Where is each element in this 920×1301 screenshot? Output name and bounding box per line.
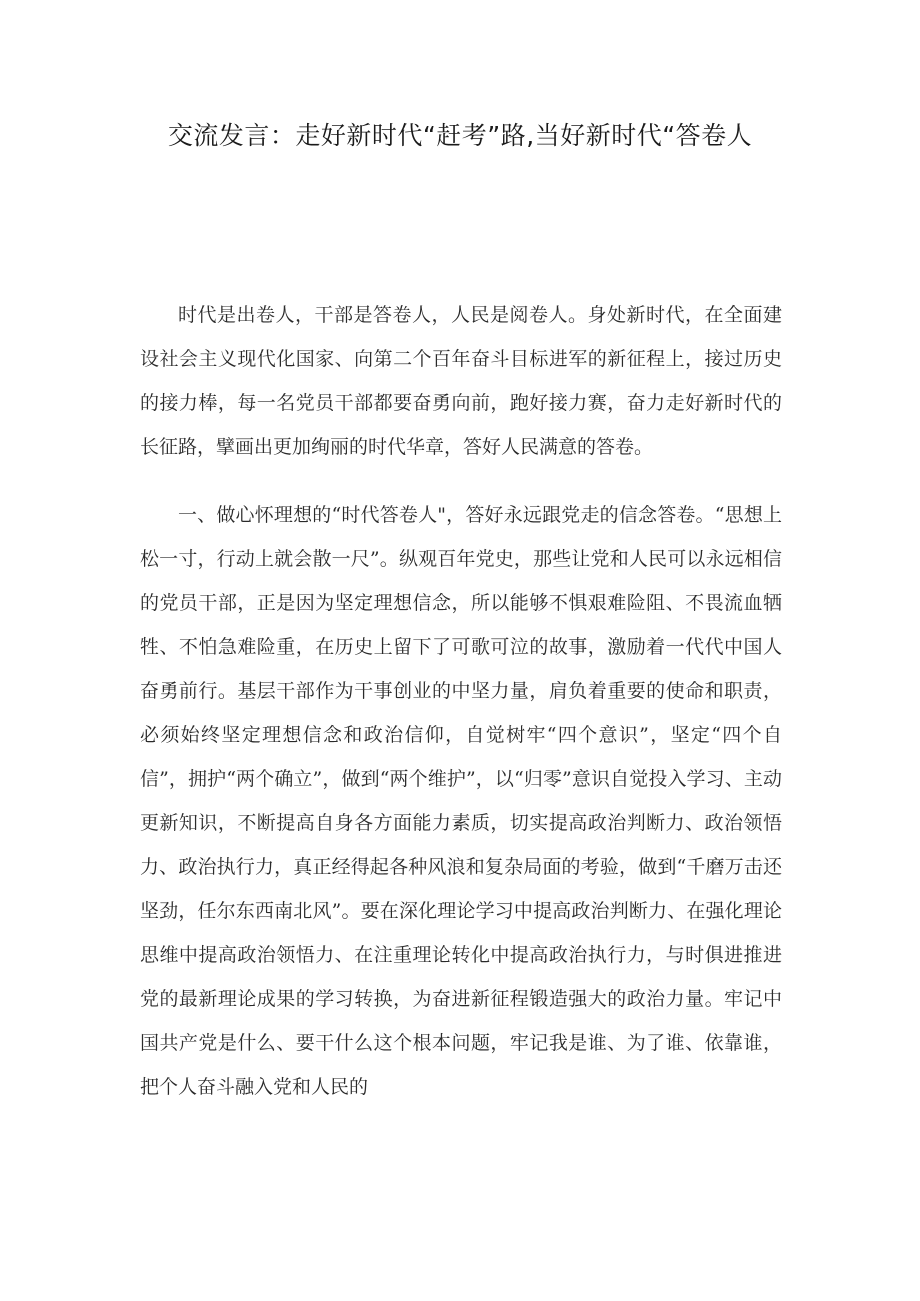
paragraph-intro: 时代是出卷人，干部是答卷人，人民是阅卷人。身处新时代，在全面建设社会主义现代化国家、向第二个百年奋斗目标进军的新征程上，接过历史的接力棒，每一名党员干部都要奋勇向前，跑好接力赛，奋力走好新时代的长征路，擘画出更加绚丽的时代华章，答好人民满意的答卷。 — [140, 304, 782, 458]
document-title: 交流发言：走好新时代“赶考”路,当好新时代“答卷人 — [167, 121, 753, 150]
paragraph-section-one: 一、做心怀理想的“时代答卷人"，答好永远跟党走的信念答卷。“思想上松一寸，行动上就会散一尺”。纵观百年党史，那些让党和人民可以永远相信的党员干部，正是因为坚定理想信念，所以能够不惧艰难险阻、不畏流血牺牲、不怕急难险重，在历史上留下了可歌可泣的故事，激励着一代代中国人奋勇前行。基层干部作为干事创业的中坚力量，肩负着重要的使命和职责，必须始终坚定理想信念和政治信仰，自觉树牢“四个意识”，坚定“四个自信”，拥护“两个确立”，做到“两个维护”，以“归零”意识自觉投入学习、主动更新知识，不断提高自身各方面能力素质，切实提高政治判断力、政治领悟力、政治执行力，真正经得起各种风浪和复杂局面的考验，做到“千磨万击还坚劲，任尔东西南北风”。要在深化理论学习中提高政治判断力、在强化理论思维中提高政治领悟力、在注重理论转化中提高政治执行力，与时俱进推进党的最新理论成果的学习转换，为奋进新征程锻造强大的政治力量。牢记中国共产党是什么、要干什么这个根本问题，牢记我是谁、为了谁、依靠谁，把个人奋斗融入党和人民的 — [140, 504, 782, 1098]
document-body — [140, 293, 782, 1109]
